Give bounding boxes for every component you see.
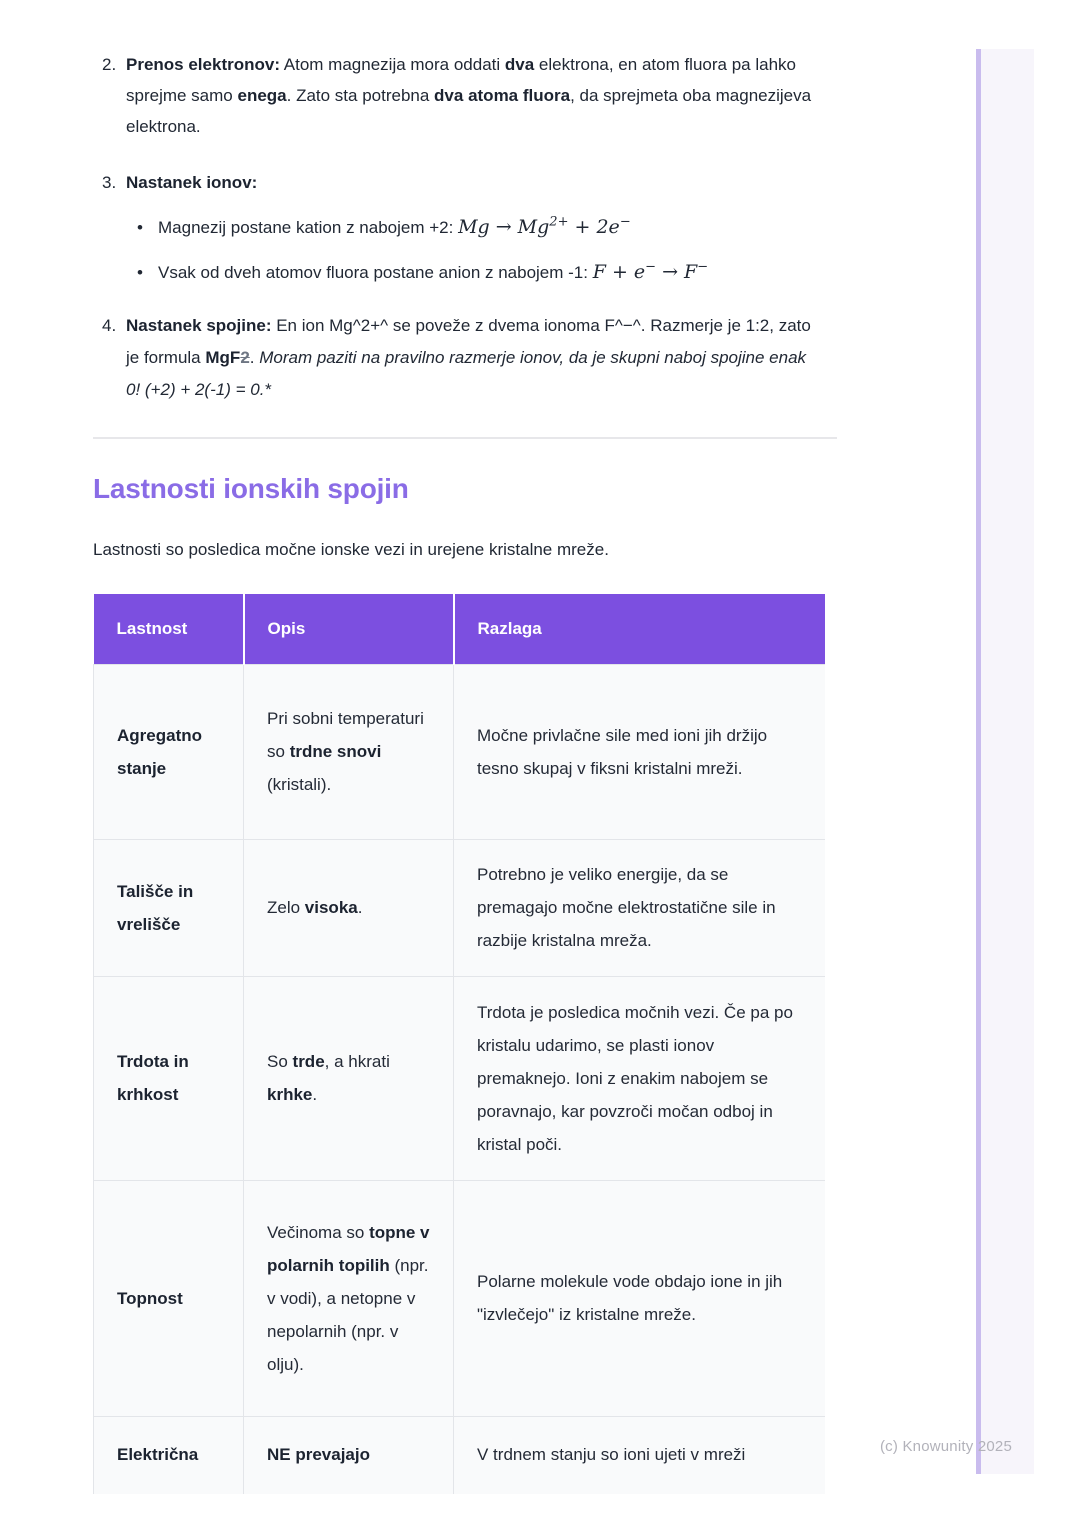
- formula-f-anion: [593, 261, 708, 283]
- bullet-text: [158, 257, 708, 288]
- text-run: Atom magnezija mora oddati: [280, 55, 505, 74]
- text-run-bold: NE prevajajo: [267, 1444, 370, 1464]
- list-number: 3.: [102, 173, 117, 192]
- cell-description: [244, 1180, 454, 1416]
- text-run: (kristali).: [267, 775, 332, 794]
- text-run-bold: trdne snovi: [289, 742, 382, 761]
- table-row: [94, 664, 826, 839]
- cell-property: Agregatno stanje: [94, 664, 244, 839]
- list-number: 2.: [102, 55, 117, 74]
- text-run: (npr. v vodi), a netopne v nepolarnih (npr. v olju).: [267, 1255, 429, 1374]
- text-run-bold: dva atoma fluora: [434, 86, 571, 105]
- table-row: [94, 1416, 826, 1494]
- text-run-bold: trde: [292, 1052, 325, 1071]
- right-margin-panel: [976, 49, 1034, 1474]
- cell-explanation: Polarne molekule vode obdajo ione in jih "izvlečejo" iz kristalne mreže.: [454, 1180, 826, 1416]
- list-item-body: [126, 167, 825, 288]
- text-run: . Zato sta potrebna: [286, 86, 435, 105]
- cell-description: [244, 1416, 454, 1494]
- column-header-lastnost: Lastnost: [94, 594, 244, 664]
- bullet-marker: •: [137, 218, 143, 237]
- section-intro: Lastnosti so posledica močne ionske vezi in urejene kristalne mreže.: [93, 540, 609, 559]
- math-superscript: 2+: [549, 214, 569, 230]
- text-run: elektrona, en atom fluora pa lahko sprejme samo: [126, 55, 796, 105]
- list-item-2: [93, 49, 825, 142]
- math-run: + 2e: [568, 216, 620, 238]
- math-run: Mg → Mg: [458, 216, 550, 238]
- cell-explanation: Močne privlačne sile med ioni jih držijo tesno skupaj v fiksni kristalni mreži.: [454, 664, 826, 839]
- text-run: En ion Mg^2+^ se poveže z dvema ionoma F^−^. Razmerje je 1:2, zato je formula: [126, 316, 811, 367]
- cell-property: Topnost: [94, 1180, 244, 1416]
- formula-mgf: MgF: [205, 348, 241, 367]
- right-margin-line: [976, 49, 981, 1474]
- text-run-bold: dva: [504, 55, 535, 74]
- list-item-3: [93, 167, 825, 288]
- text-run: .: [249, 348, 260, 367]
- table-row: [94, 839, 826, 976]
- column-header-razlaga: Razlaga: [454, 594, 826, 664]
- formula-mg-cation: [458, 216, 631, 238]
- cell-property: Trdota in krhkost: [94, 976, 244, 1180]
- text-run-bold: krhke: [267, 1085, 313, 1104]
- copyright-watermark: (c) Knowunity 2025: [879, 1438, 1012, 1455]
- text-run-bold: enega: [237, 86, 287, 105]
- list-item-4: [93, 310, 825, 406]
- table-header-row: [94, 594, 826, 664]
- section-divider: [93, 437, 837, 439]
- text-run: Zelo: [267, 898, 305, 917]
- math-superscript: −: [645, 259, 657, 275]
- math-superscript: −: [697, 259, 709, 275]
- text-run: Magnezij postane kation z nabojem +2:: [158, 218, 459, 237]
- text-run: .: [357, 898, 363, 917]
- bullet-list: [126, 212, 825, 288]
- cell-property: Tališče in vrelišče: [94, 839, 244, 976]
- math-superscript: −: [619, 214, 631, 230]
- text-run: Vsak od dveh atomov fluora postane anion z nabojem -1:: [158, 263, 593, 282]
- cell-property: Električna: [94, 1416, 244, 1494]
- text-run: Večinoma so: [267, 1222, 370, 1242]
- text-run-bold: topne v polarnih topilih: [267, 1222, 430, 1275]
- document-content: [93, 49, 825, 1494]
- list-item-title: Nastanek ionov:: [126, 173, 258, 192]
- cell-description: [244, 839, 454, 976]
- text-run-bold: Prenos elektronov:: [126, 55, 280, 74]
- cell-explanation: Potrebno je veliko energije, da se premagajo močne elektrostatične sile in razbije kristalna mreža.: [454, 839, 826, 976]
- text-run: , da sprejmeta oba magnezijeva elektrona.: [126, 86, 812, 136]
- cell-description: [244, 976, 454, 1180]
- cell-explanation: Trdota je posledica močnih vezi. Če pa po kristalu udarimo, se plasti ionov premaknejo. Ioni z enakim nabojem se poravnajo, kar povzroči močan odboj in kristal poči.: [454, 976, 826, 1180]
- text-run: Pri sobni temperaturi so: [267, 709, 424, 761]
- bullet-marker: •: [137, 263, 143, 282]
- text-run-italic: Moram paziti na pravilno razmerje ionov, da je skupni naboj spojine enak 0! (+2) + 2(-1) = 0.*: [126, 348, 807, 399]
- bullet-item-2: [126, 257, 825, 288]
- bullet-item-1: [126, 212, 825, 243]
- strikethrough-subscript: 2: [240, 348, 250, 367]
- section-heading: Lastnosti ionskih spojin: [93, 473, 409, 504]
- list-number: 4.: [102, 316, 117, 335]
- text-run: , a hkrati: [324, 1052, 390, 1071]
- text-run-bold: Nastanek spojine:: [126, 316, 272, 335]
- bullet-text: [158, 212, 631, 243]
- table-row: [94, 976, 826, 1180]
- text-run: So: [267, 1052, 293, 1071]
- list-item-body: [126, 310, 816, 406]
- table-row: [94, 1180, 826, 1416]
- cell-explanation: V trdnem stanju so ioni ujeti v mreži: [454, 1416, 826, 1494]
- list-item-body: [126, 49, 825, 142]
- text-run: .: [312, 1085, 318, 1104]
- text-run-bold: visoka: [304, 898, 358, 917]
- column-header-opis: Opis: [244, 594, 454, 664]
- math-run: F + e: [592, 261, 646, 283]
- math-run: → F: [656, 261, 698, 283]
- cell-description: [244, 664, 454, 839]
- properties-table: [93, 594, 825, 1494]
- properties-table-container: [93, 594, 825, 1494]
